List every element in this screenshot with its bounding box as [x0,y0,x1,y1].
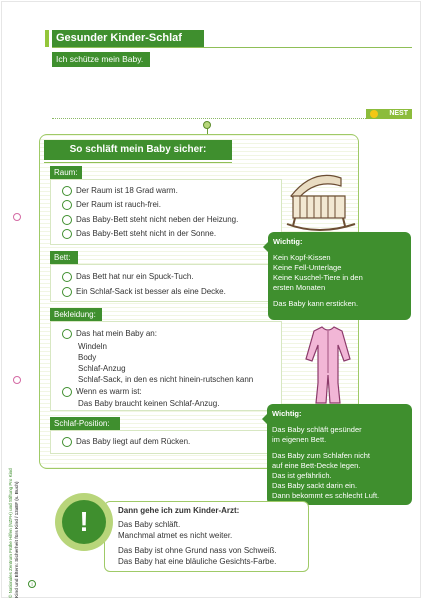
checklist-item[interactable] [62,329,157,339]
page-subtitle: Ich schütze mein Baby. [52,52,150,67]
warning-line: Das Baby schläft gesünder [272,425,362,434]
item-text: Wenn es warm ist: [76,387,142,396]
warning-footer: Das Baby kann ersticken. [273,299,359,308]
divider [52,118,368,119]
item-text: Das Baby-Bett steht nicht neben der Heizung. [76,215,239,224]
item-subline: Windeln [78,342,107,351]
warning-box-1 [268,232,411,320]
warning-line: ersten Monaten [273,283,326,292]
item-text: Der Raum ist 18 Grad warm. [76,186,178,195]
doctor-line: Manchmal atmet es nicht weiter. [118,531,233,540]
page-title: Gesunder Kinder-Schlaf [52,30,204,47]
checklist-title: So schläft mein Baby sicher: [44,140,232,160]
warning-heading: Wichtig: [272,409,302,418]
pointer-icon [263,242,268,252]
warning-line: im eigenen Bett. [272,435,327,444]
item-text: Das Baby-Bett steht nicht in der Sonne. [76,229,217,238]
title-accent [45,30,49,47]
radio-circle-icon[interactable] [62,229,72,239]
credit-line: © Nationales Zentrum Frühe Hilfen (NZFH) und Stiftung Pro Kind [8,468,13,598]
doctor-heading: Dann gehe ich zum Kinder-Arzt: [118,506,240,515]
checklist-item[interactable] [62,437,190,447]
doctor-line: Das Baby hat eine bläuliche Gesichts-Farbe. [118,557,277,566]
sun-icon [370,110,378,118]
item-text: Der Raum ist rauch-frei. [76,200,161,209]
item-text: Das hat mein Baby an: [76,329,157,338]
checklist-item[interactable] [62,200,161,210]
radio-circle-icon[interactable] [62,287,72,297]
warning-line: Kein Kopf-Kissen [273,253,331,262]
title-underline [52,47,412,48]
radio-circle-icon[interactable] [62,329,72,339]
warning-line: Das ist gefährlich. [272,471,332,480]
warning-line: Keine Fell-Unterlage [273,263,342,272]
warning-line: Das Baby sackt darin ein. [272,481,358,490]
checklist-item[interactable] [62,229,216,239]
pin-head-icon [203,121,211,129]
logo-text: NEST [389,110,408,117]
exclamation-icon: ! [62,500,106,544]
radio-circle-icon[interactable] [62,437,72,447]
crib-icon [283,166,363,234]
radio-circle-icon[interactable] [62,215,72,225]
radio-circle-icon[interactable] [62,186,72,196]
credit-line: Kind und Eltern: Sicherheit fürs Kind / 13aEF (s. Buch) [14,481,19,598]
item-subline: Schlaf-Sack, in den es nicht hinein-rutschen kann [78,375,254,384]
radio-circle-icon[interactable] [62,272,72,282]
side-credit [8,408,36,598]
item-subline: Das Baby braucht keinen Schlaf-Anzug. [78,399,220,408]
doctor-line: Das Baby ist ohne Grund nass von Schweiß. [118,546,277,555]
checklist-item[interactable] [62,387,142,397]
section-label-raum: Raum: [50,166,82,179]
warning-line: auf eine Bett-Decke legen. [272,461,361,470]
section-label-bett: Bett: [50,251,78,264]
section-label-schlaf-position: Schlaf-Position: [50,417,120,430]
radio-circle-icon[interactable] [62,387,72,397]
checklist-item[interactable] [62,186,178,196]
item-text: Das Bett hat nur ein Spuck-Tuch. [76,272,194,281]
warning-box-2 [267,404,412,505]
item-subline: Body [78,353,97,362]
section-label-bekleidung: Bekleidung: [50,308,102,321]
warning-line: Dann bekommt es schlecht Luft. [272,491,380,500]
punch-hole-icon [13,213,21,221]
item-text: Das Baby liegt auf dem Rücken. [76,437,191,446]
item-text: Ein Schlaf-Sack ist besser als eine Decke. [76,287,226,296]
radio-circle-icon[interactable] [62,200,72,210]
doctor-line: Das Baby schläft. [118,520,181,529]
warning-line: Keine Kuschel-Tiere in den [273,273,363,282]
checklist-item[interactable] [62,215,238,225]
checklist-item[interactable] [62,272,194,282]
warning-heading: Wichtig: [273,237,303,246]
baby-pajama-icon [304,325,352,407]
item-subline: Schlaf-Anzug [78,364,126,373]
warning-line: Das Baby zum Schlafen nicht [272,451,370,460]
checklist-title-underline [44,162,232,163]
info-badge-icon: i [28,580,36,588]
checklist-item[interactable] [62,287,226,297]
pointer-icon [262,414,267,424]
punch-hole-icon [13,376,21,384]
